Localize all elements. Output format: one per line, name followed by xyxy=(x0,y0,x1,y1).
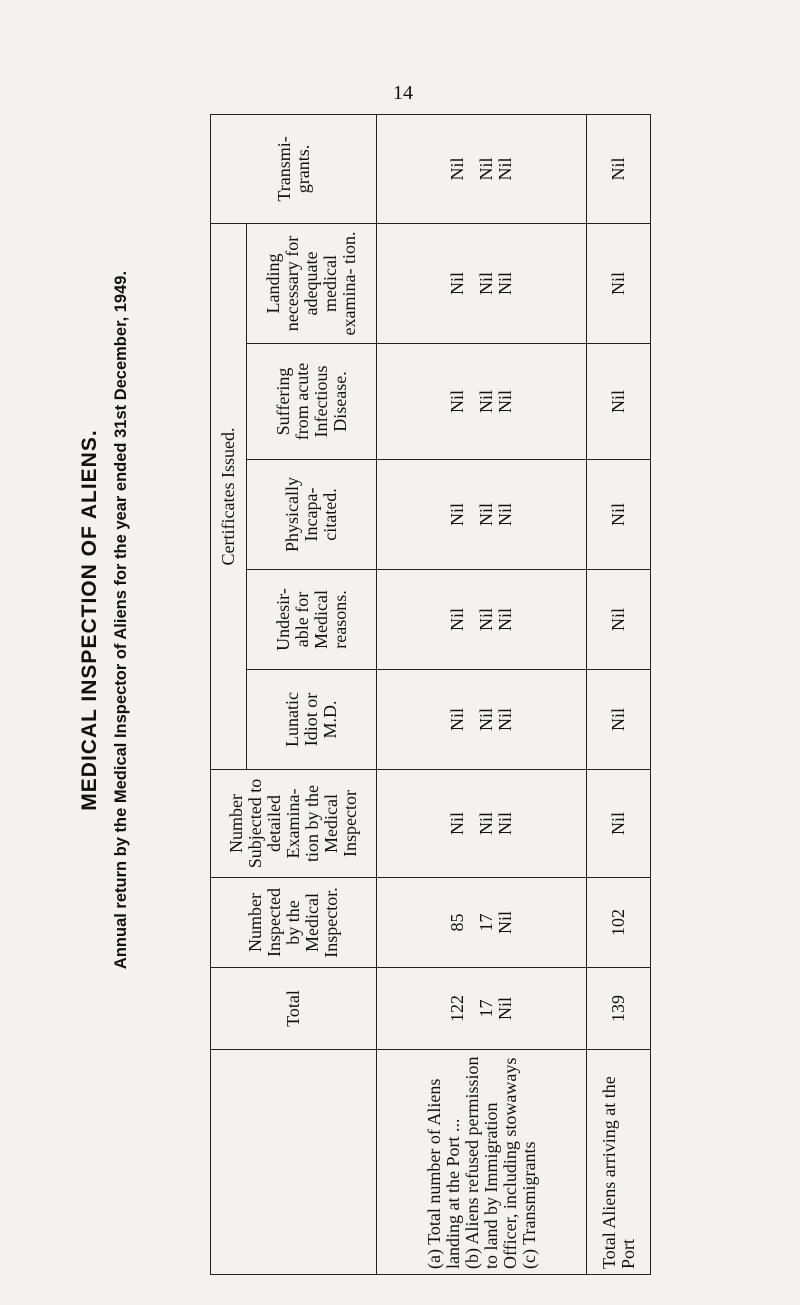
value: Nil xyxy=(476,157,496,181)
header-inspected: Number Inspected by the Medical Inspector. xyxy=(211,878,377,968)
cell-suffering xyxy=(377,344,587,460)
cell-landing xyxy=(377,223,587,343)
header-certificates: Certificates Issued. xyxy=(211,223,247,769)
value: Nil xyxy=(495,271,515,295)
value: Nil xyxy=(495,608,515,632)
total-row-physically: Nil xyxy=(587,460,651,570)
total-row-lunatic: Nil xyxy=(587,670,651,770)
value: 17 xyxy=(476,913,496,932)
header-transmigrants: Transmi- grants. xyxy=(211,114,377,223)
cell-total xyxy=(377,968,587,1050)
value: Nil xyxy=(447,608,467,632)
value: Nil xyxy=(447,157,467,181)
value: Nil xyxy=(495,708,515,732)
header-undesirable: Undesir- able for Medical reasons. xyxy=(247,570,377,670)
value: Nil xyxy=(447,390,467,414)
page-title: MEDICAL INSPECTION OF ALIENS. xyxy=(78,429,101,811)
value: Nil xyxy=(447,708,467,732)
value: Nil xyxy=(476,608,496,632)
total-row-subjected: Nil xyxy=(587,770,651,878)
cell-subjected xyxy=(377,770,587,878)
aliens-table-container xyxy=(210,115,650,1275)
value: Nil xyxy=(495,911,515,935)
header-physically: Physically Incapa- citated. xyxy=(247,460,377,570)
cell-lunatic xyxy=(377,670,587,770)
title-block xyxy=(78,80,132,1160)
value: Nil xyxy=(447,503,467,527)
value: Nil xyxy=(495,503,515,527)
value: 122 xyxy=(447,995,467,1022)
value: Nil xyxy=(495,812,515,836)
value: Nil xyxy=(476,812,496,836)
value: Nil xyxy=(476,390,496,414)
total-row-undesirable: Nil xyxy=(587,570,651,670)
total-row-total: 139 xyxy=(587,968,651,1050)
value: 85 xyxy=(447,913,467,932)
value: Nil xyxy=(476,708,496,732)
cell-inspected xyxy=(377,878,587,968)
page-subtitle: Annual return by the Medical Inspector of Aliens for the year ended 31st December, 1949. xyxy=(112,270,130,970)
table-row xyxy=(377,114,587,1274)
aliens-table xyxy=(210,114,651,1275)
total-row-landing: Nil xyxy=(587,223,651,343)
value: Nil xyxy=(495,997,515,1021)
total-row-transmigrants: Nil xyxy=(587,114,651,223)
value: Nil xyxy=(447,812,467,836)
value: Nil xyxy=(476,503,496,527)
label-a: (a) Total number of Aliens landing at the Port ... xyxy=(423,1078,463,1269)
value: Nil xyxy=(495,157,515,181)
page-number: 14 xyxy=(393,82,413,104)
value: Nil xyxy=(476,271,496,295)
header-lunatic: Lunatic Idiot or M.D. xyxy=(247,670,377,770)
header-suffering: Suffering from acute Infectious Disease. xyxy=(247,344,377,460)
label-c: (c) Transmigrants xyxy=(518,1141,539,1269)
header-landing: Landing necessary for adequate medical examina- tion. xyxy=(247,223,377,343)
row-labels xyxy=(377,1050,587,1275)
value: Nil xyxy=(447,271,467,295)
header-subjected: Number Subjected to detailed Examina- tion by the Medical Inspector xyxy=(211,770,377,878)
cell-transmigrants xyxy=(377,114,587,223)
total-row-suffering: Nil xyxy=(587,344,651,460)
header-group-row xyxy=(211,114,247,1274)
value: Nil xyxy=(495,390,515,414)
cell-undesirable xyxy=(377,570,587,670)
header-blank xyxy=(211,1050,377,1275)
value: 17 xyxy=(476,999,496,1018)
label-b: (b) Aliens refused permission to land by Immigration Officer, including stowaways xyxy=(461,1056,520,1269)
cell-physically xyxy=(377,460,587,570)
total-row-label: Total Aliens arriving at the Port xyxy=(587,1050,651,1275)
header-total: Total xyxy=(211,968,377,1050)
total-row xyxy=(587,114,651,1274)
total-row-inspected: 102 xyxy=(587,878,651,968)
